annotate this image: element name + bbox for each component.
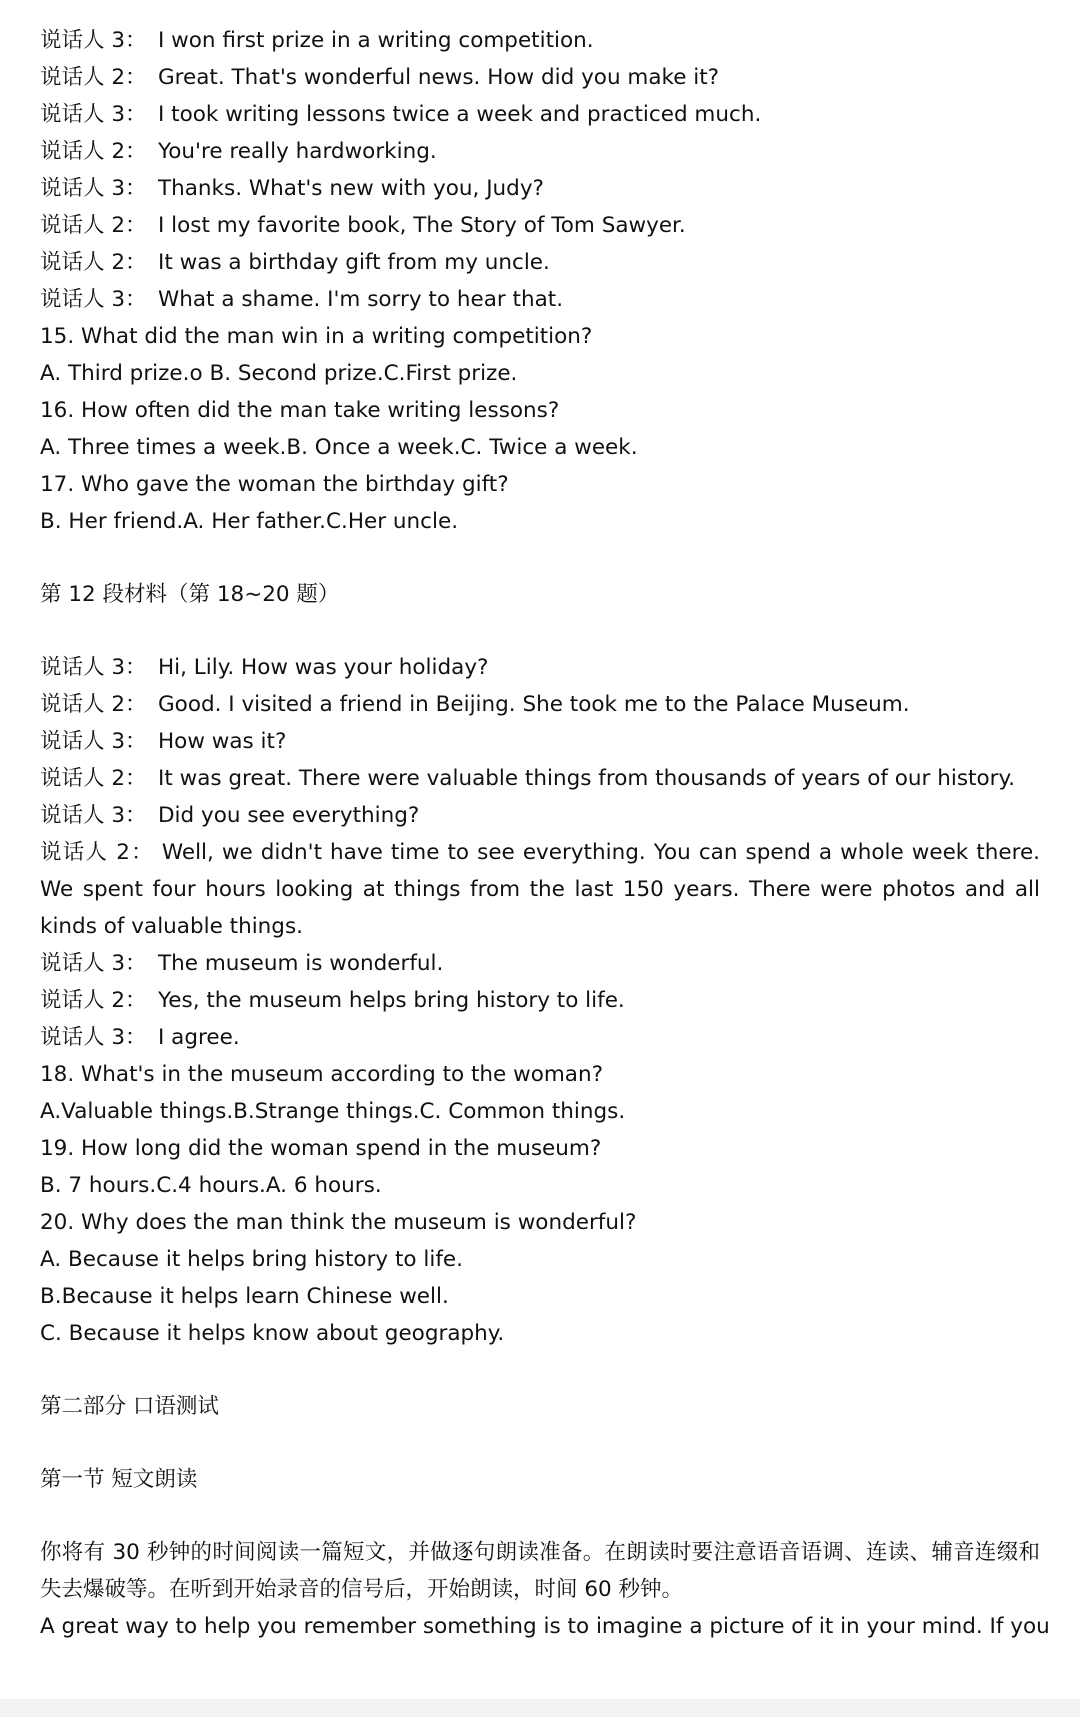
part-2-heading: 第二部分 口语测试 xyxy=(40,1394,219,1419)
dialogue-section-12 xyxy=(40,649,1040,1056)
dialogue-line xyxy=(40,797,1040,834)
dialogue-text: What a shame. I'm sorry to hear that. xyxy=(158,287,564,312)
speaker-label: 说话人 3： xyxy=(40,655,147,680)
question-option: A. Because it helps bring history to life. xyxy=(40,1247,463,1272)
dialogue-text: I won first prize in a writing competition. xyxy=(158,28,594,53)
dialogue-text: It was a birthday gift from my uncle. xyxy=(158,250,550,275)
speaker-label: 说话人 3： xyxy=(40,1025,147,1050)
dialogue-line xyxy=(40,22,1040,59)
question-option: B.Because it helps learn Chinese well. xyxy=(40,1284,449,1309)
speaker-label: 说话人 2： xyxy=(40,766,147,791)
dialogue-text: Hi, Lily. How was your holiday? xyxy=(158,655,489,680)
speaker-label: 说话人 3： xyxy=(40,729,147,754)
dialogue-line xyxy=(40,1019,1040,1056)
dialogue-line xyxy=(40,649,1040,686)
dialogue-text: How was it? xyxy=(158,729,287,754)
dialogue-line xyxy=(40,281,1040,318)
question-options: B. Her friend.A. Her father.C.Her uncle. xyxy=(40,509,459,534)
dialogue-text: Yes, the museum helps bring history to life. xyxy=(158,988,625,1013)
dialogue-line xyxy=(40,945,1040,982)
dialogue-section-11 xyxy=(40,22,1040,318)
speaker-label: 说话人 2： xyxy=(40,840,154,865)
page-bottom-edge xyxy=(0,1699,1080,1717)
questions-section-12 xyxy=(40,1056,1040,1352)
speaker-label: 说话人 3： xyxy=(40,102,147,127)
speaker-label: 说话人 3： xyxy=(40,951,147,976)
dialogue-text: I agree. xyxy=(158,1025,240,1050)
dialogue-line xyxy=(40,723,1040,760)
question-text: 17. Who gave the woman the birthday gift? xyxy=(40,472,509,497)
question-text: 19. How long did the woman spend in the museum? xyxy=(40,1136,602,1161)
dialogue-long-turn xyxy=(40,834,1040,945)
speaker-label: 说话人 2： xyxy=(40,213,147,238)
dialogue-line xyxy=(40,760,1040,797)
question-text: 15. What did the man win in a writing competition? xyxy=(40,324,593,349)
speaker-label: 说话人 2： xyxy=(40,65,147,90)
question-text: 20. Why does the man think the museum is wonderful? xyxy=(40,1210,637,1235)
speaker-label: 说话人 2： xyxy=(40,988,147,1013)
dialogue-line xyxy=(40,686,1040,723)
dialogue-text: Thanks. What's new with you, Judy? xyxy=(158,176,544,201)
part-2-section-1-heading: 第一节 短文朗读 xyxy=(40,1467,198,1492)
dialogue-text: I took writing lessons twice a week and practiced much. xyxy=(158,102,762,127)
dialogue-text: It was great. There were valuable things from thousands of years of our history. xyxy=(158,766,1015,791)
speaker-label: 说话人 2： xyxy=(40,692,147,717)
exam-page xyxy=(40,22,1050,1645)
section-12-heading: 第 12 段材料（第 18~20 题） xyxy=(40,582,340,607)
dialogue-line xyxy=(40,982,1040,1019)
dialogue-text: Did you see everything? xyxy=(158,803,420,828)
reading-passage-start: A great way to help you remember something is to imagine a picture of it in your mind. If you xyxy=(40,1614,1050,1639)
question-options: B. 7 hours.C.4 hours.A. 6 hours. xyxy=(40,1173,382,1198)
question-text: 16. How often did the man take writing lessons? xyxy=(40,398,560,423)
dialogue-line xyxy=(40,133,1040,170)
dialogue-text: The museum is wonderful. xyxy=(158,951,444,976)
speaker-label: 说话人 3： xyxy=(40,28,147,53)
dialogue-line xyxy=(40,244,1040,281)
reading-instruction: 你将有 30 秒钟的时间阅读一篇短文，并做逐句朗读准备。在朗读时要注意语音语调、连读、辅音连缀和失去爆破等。在听到开始录音的信号后，开始朗读，时间 60 秒钟。 xyxy=(40,1540,1040,1602)
speaker-label: 说话人 3： xyxy=(40,803,147,828)
dialogue-text: Well, we didn't have time to see everything. You can spend a whole week there. We spent four hours looking at things from the last 150 years. There were photos and all kinds of valuable things. xyxy=(40,840,1041,939)
dialogue-line xyxy=(40,96,1040,133)
dialogue-text: You're really hardworking. xyxy=(158,139,437,164)
dialogue-line xyxy=(40,170,1040,207)
question-option: C. Because it helps know about geography. xyxy=(40,1321,505,1346)
question-options: A.Valuable things.B.Strange things.C. Common things. xyxy=(40,1099,626,1124)
dialogue-line xyxy=(40,59,1040,96)
question-options: A. Third prize.o B. Second prize.C.First prize. xyxy=(40,361,518,386)
speaker-label: 说话人 3： xyxy=(40,287,147,312)
question-options: A. Three times a week.B. Once a week.C. Twice a week. xyxy=(40,435,638,460)
dialogue-text: Good. I visited a friend in Beijing. She took me to the Palace Museum. xyxy=(158,692,910,717)
speaker-label: 说话人 2： xyxy=(40,250,147,275)
speaker-label: 说话人 2： xyxy=(40,139,147,164)
question-text: 18. What's in the museum according to the woman? xyxy=(40,1062,604,1087)
speaker-label: 说话人 3： xyxy=(40,176,147,201)
dialogue-text: Great. That's wonderful news. How did you make it? xyxy=(158,65,720,90)
dialogue-line xyxy=(40,207,1040,244)
questions-section-11 xyxy=(40,318,1040,540)
dialogue-text: I lost my favorite book, The Story of Tom Sawyer. xyxy=(158,213,686,238)
